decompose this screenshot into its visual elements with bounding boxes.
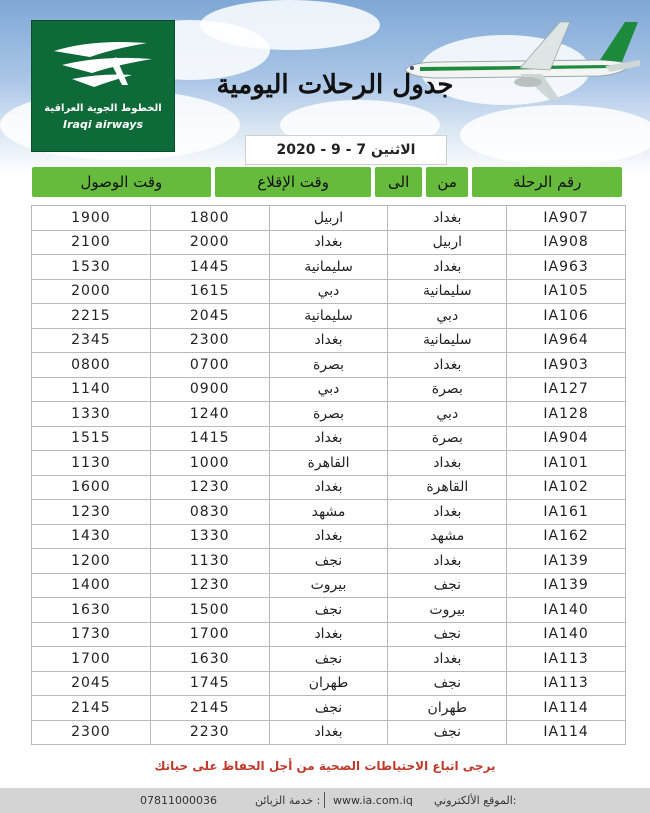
table-row bbox=[32, 206, 626, 231]
cell-dep: 1745 bbox=[150, 671, 269, 696]
cell-from: بصرة bbox=[388, 426, 507, 451]
cell-flight: IA113 bbox=[507, 671, 626, 696]
cell-arr: 1600 bbox=[32, 475, 151, 500]
table-row bbox=[32, 500, 626, 525]
cell-flight: IA964 bbox=[507, 328, 626, 353]
cell-flight: IA113 bbox=[507, 647, 626, 672]
cell-to: بصرة bbox=[269, 353, 388, 378]
table-row bbox=[32, 671, 626, 696]
header-departure: وقت الإقلاع bbox=[215, 167, 372, 197]
table-row bbox=[32, 696, 626, 721]
cell-arr: 1700 bbox=[32, 647, 151, 672]
cell-from: طهران bbox=[388, 696, 507, 721]
bird-emblem-icon bbox=[32, 21, 174, 101]
cell-flight: IA963 bbox=[507, 255, 626, 280]
cell-arr: 0800 bbox=[32, 353, 151, 378]
logo-name-arabic: الخطوط الجوية العراقية bbox=[44, 103, 162, 114]
cell-flight: IA904 bbox=[507, 426, 626, 451]
cell-dep: 1630 bbox=[150, 647, 269, 672]
cell-arr: 1130 bbox=[32, 451, 151, 476]
cell-arr: 2345 bbox=[32, 328, 151, 353]
cell-flight: IA106 bbox=[507, 304, 626, 329]
cell-to: بغداد bbox=[269, 230, 388, 255]
cell-from: القاهرة bbox=[388, 475, 507, 500]
cell-dep: 0830 bbox=[150, 500, 269, 525]
cell-flight: IA128 bbox=[507, 402, 626, 427]
cell-dep: 1500 bbox=[150, 598, 269, 623]
cell-dep: 1130 bbox=[150, 549, 269, 574]
cell-arr: 1515 bbox=[32, 426, 151, 451]
cell-dep: 1700 bbox=[150, 622, 269, 647]
table-row bbox=[32, 426, 626, 451]
cell-from: سليمانية bbox=[388, 328, 507, 353]
cell-from: بيروت bbox=[388, 598, 507, 623]
cell-flight: IA102 bbox=[507, 475, 626, 500]
table-row bbox=[32, 279, 626, 304]
website-label: الموقع الألكتروني: bbox=[434, 794, 517, 807]
cell-dep: 2000 bbox=[150, 230, 269, 255]
cell-from: بغداد bbox=[388, 647, 507, 672]
health-notice: يرجى اتباع الاحتياطات الصحية من أجل الحفاظ على حياتك bbox=[154, 759, 496, 773]
cell-dep: 1330 bbox=[150, 524, 269, 549]
cell-arr: 2215 bbox=[32, 304, 151, 329]
cell-from: نجف bbox=[388, 671, 507, 696]
cell-from: سليمانية bbox=[388, 279, 507, 304]
table-row bbox=[32, 720, 626, 745]
page-title: جدول الرحلات اليومية bbox=[216, 70, 454, 100]
cloud-shape bbox=[200, 0, 380, 50]
cell-flight: IA101 bbox=[507, 451, 626, 476]
cell-arr: 1530 bbox=[32, 255, 151, 280]
cell-flight: IA908 bbox=[507, 230, 626, 255]
cell-from: بغداد bbox=[388, 451, 507, 476]
iraqi-airways-logo bbox=[31, 20, 175, 152]
cell-to: نجف bbox=[269, 549, 388, 574]
footer-bar bbox=[0, 788, 650, 813]
cell-flight: IA907 bbox=[507, 206, 626, 231]
cell-flight: IA139 bbox=[507, 549, 626, 574]
table-row bbox=[32, 647, 626, 672]
cell-flight: IA140 bbox=[507, 622, 626, 647]
table-row bbox=[32, 402, 626, 427]
header-to: الى bbox=[375, 167, 421, 197]
cloud-shape bbox=[460, 105, 650, 165]
cell-to: بغداد bbox=[269, 524, 388, 549]
cell-dep: 2145 bbox=[150, 696, 269, 721]
header-from: من bbox=[426, 167, 469, 197]
cell-flight: IA114 bbox=[507, 696, 626, 721]
cell-from: بغداد bbox=[388, 353, 507, 378]
cell-arr: 1140 bbox=[32, 377, 151, 402]
cell-arr: 2000 bbox=[32, 279, 151, 304]
table-row bbox=[32, 598, 626, 623]
cell-to: بيروت bbox=[269, 573, 388, 598]
cell-to: القاهرة bbox=[269, 451, 388, 476]
website-link[interactable]: www.ia.com.iq bbox=[333, 794, 413, 807]
cell-arr: 2045 bbox=[32, 671, 151, 696]
cell-to: نجف bbox=[269, 696, 388, 721]
cell-flight: IA903 bbox=[507, 353, 626, 378]
cell-dep: 1230 bbox=[150, 573, 269, 598]
cell-arr: 1630 bbox=[32, 598, 151, 623]
table-row bbox=[32, 622, 626, 647]
cell-to: دبي bbox=[269, 279, 388, 304]
cell-arr: 1900 bbox=[32, 206, 151, 231]
header-arrival: وقت الوصول bbox=[32, 167, 211, 197]
cell-flight: IA161 bbox=[507, 500, 626, 525]
cell-from: اربيل bbox=[388, 230, 507, 255]
cell-flight: IA127 bbox=[507, 377, 626, 402]
cell-flight: IA162 bbox=[507, 524, 626, 549]
cell-from: نجف bbox=[388, 622, 507, 647]
cell-from: دبي bbox=[388, 402, 507, 427]
table-row bbox=[32, 230, 626, 255]
table-row bbox=[32, 549, 626, 574]
customer-service-phone[interactable]: 07811000036 bbox=[140, 794, 217, 807]
table-row bbox=[32, 451, 626, 476]
cell-dep: 2230 bbox=[150, 720, 269, 745]
cell-dep: 0900 bbox=[150, 377, 269, 402]
cell-to: اربيل bbox=[269, 206, 388, 231]
cell-to: دبي bbox=[269, 377, 388, 402]
cell-to: سليمانية bbox=[269, 255, 388, 280]
cell-arr: 1400 bbox=[32, 573, 151, 598]
cell-from: بغداد bbox=[388, 500, 507, 525]
cell-to: مشهد bbox=[269, 500, 388, 525]
cell-from: بغداد bbox=[388, 206, 507, 231]
cell-to: بصرة bbox=[269, 402, 388, 427]
cell-from: نجف bbox=[388, 720, 507, 745]
cell-arr: 1430 bbox=[32, 524, 151, 549]
cell-to: نجف bbox=[269, 647, 388, 672]
cell-from: نجف bbox=[388, 573, 507, 598]
cell-from: دبي bbox=[388, 304, 507, 329]
cell-to: طهران bbox=[269, 671, 388, 696]
cell-dep: 0700 bbox=[150, 353, 269, 378]
cell-dep: 2300 bbox=[150, 328, 269, 353]
cell-arr: 1730 bbox=[32, 622, 151, 647]
cell-dep: 1230 bbox=[150, 475, 269, 500]
table-row bbox=[32, 304, 626, 329]
cell-flight: IA139 bbox=[507, 573, 626, 598]
cell-arr: 2145 bbox=[32, 696, 151, 721]
cell-arr: 1200 bbox=[32, 549, 151, 574]
logo-name-english: Iraqi airways bbox=[63, 118, 143, 131]
schedule-column-headers bbox=[28, 167, 626, 197]
table-row bbox=[32, 255, 626, 280]
cell-to: بغداد bbox=[269, 622, 388, 647]
cell-to: نجف bbox=[269, 598, 388, 623]
cell-dep: 2045 bbox=[150, 304, 269, 329]
cell-dep: 1615 bbox=[150, 279, 269, 304]
cell-dep: 1000 bbox=[150, 451, 269, 476]
cell-flight: IA140 bbox=[507, 598, 626, 623]
cell-flight: IA114 bbox=[507, 720, 626, 745]
cell-from: بغداد bbox=[388, 549, 507, 574]
cell-to: بغداد bbox=[269, 426, 388, 451]
cell-to: بغداد bbox=[269, 328, 388, 353]
cell-to: بغداد bbox=[269, 475, 388, 500]
customer-service-label: خدمة الزبائن : bbox=[255, 794, 321, 807]
table-row bbox=[32, 524, 626, 549]
table-row bbox=[32, 573, 626, 598]
cell-dep: 1445 bbox=[150, 255, 269, 280]
cell-to: سليمانية bbox=[269, 304, 388, 329]
cell-from: بصرة bbox=[388, 377, 507, 402]
cell-dep: 1415 bbox=[150, 426, 269, 451]
header-flight-number: رقم الرحلة bbox=[472, 167, 622, 197]
cell-flight: IA105 bbox=[507, 279, 626, 304]
cell-from: مشهد bbox=[388, 524, 507, 549]
table-row bbox=[32, 353, 626, 378]
cell-from: بغداد bbox=[388, 255, 507, 280]
cell-arr: 1330 bbox=[32, 402, 151, 427]
table-row bbox=[32, 377, 626, 402]
cell-to: بغداد bbox=[269, 720, 388, 745]
cell-arr: 2100 bbox=[32, 230, 151, 255]
schedule-date: الاثنين 7 - 9 - 2020 bbox=[245, 135, 447, 165]
cell-arr: 1230 bbox=[32, 500, 151, 525]
footer-divider bbox=[324, 792, 325, 808]
cell-dep: 1800 bbox=[150, 206, 269, 231]
cell-dep: 1240 bbox=[150, 402, 269, 427]
table-row bbox=[32, 328, 626, 353]
table-row bbox=[32, 475, 626, 500]
cell-arr: 2300 bbox=[32, 720, 151, 745]
flights-table bbox=[31, 205, 626, 745]
